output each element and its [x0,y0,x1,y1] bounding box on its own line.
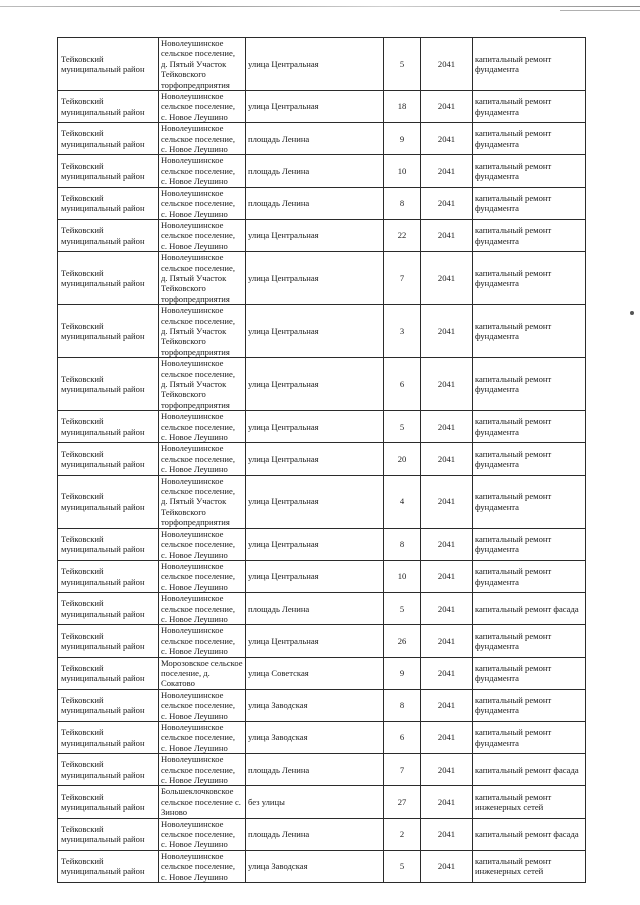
table-body [58,38,586,883]
cell-house-number: 5 [384,411,421,443]
housing-repair-table [57,37,586,883]
cell-year: 2041 [421,593,473,625]
cell-house-number: 7 [384,252,421,305]
cell-street: улица Центральная [246,305,384,358]
cell-house-number: 10 [384,560,421,592]
cell-district: Тейковский муниципальный район [58,123,159,155]
cell-street: улица Заводская [246,722,384,754]
cell-settlement: Новолеушинское сельское поселение, с. Новое Леушино [159,528,246,560]
table-row [58,528,586,560]
cell-street: площадь Ленина [246,818,384,850]
cell-district: Тейковский муниципальный район [58,443,159,475]
cell-year: 2041 [421,155,473,187]
scan-speck [630,311,634,315]
cell-district: Тейковский муниципальный район [58,625,159,657]
cell-street: улица Центральная [246,38,384,91]
cell-district: Тейковский муниципальный район [58,252,159,305]
table-row [58,754,586,786]
cell-year: 2041 [421,722,473,754]
cell-year: 2041 [421,560,473,592]
cell-work-type: капитальный ремонт фундамента [473,560,586,592]
cell-house-number: 5 [384,593,421,625]
cell-settlement: Новолеушинское сельское поселение, с. Новое Леушино [159,187,246,219]
cell-district: Тейковский муниципальный район [58,475,159,528]
cell-street: улица Центральная [246,625,384,657]
cell-district: Тейковский муниципальный район [58,91,159,123]
cell-year: 2041 [421,252,473,305]
cell-work-type: капитальный ремонт фасада [473,818,586,850]
cell-house-number: 8 [384,187,421,219]
cell-settlement: Новолеушинское сельское поселение, с. Новое Леушино [159,818,246,850]
cell-district: Тейковский муниципальный район [58,560,159,592]
cell-settlement: Новолеушинское сельское поселение, с. Новое Леушино [159,443,246,475]
table-row [58,411,586,443]
table-row [58,155,586,187]
cell-street: улица Центральная [246,91,384,123]
cell-work-type: капитальный ремонт фундамента [473,722,586,754]
cell-work-type: капитальный ремонт фасада [473,593,586,625]
table-row [58,786,586,818]
cell-district: Тейковский муниципальный район [58,219,159,251]
cell-house-number: 4 [384,475,421,528]
cell-settlement: Новолеушинское сельское поселение, с. Новое Леушино [159,560,246,592]
table-row [58,91,586,123]
cell-work-type: капитальный ремонт фундамента [473,657,586,689]
cell-street: улица Центральная [246,528,384,560]
cell-work-type: капитальный ремонт фундамента [473,689,586,721]
cell-street: улица Центральная [246,358,384,411]
cell-district: Тейковский муниципальный район [58,187,159,219]
table-row [58,818,586,850]
table-row [58,722,586,754]
cell-year: 2041 [421,657,473,689]
cell-street: улица Заводская [246,689,384,721]
cell-year: 2041 [421,786,473,818]
cell-work-type: капитальный ремонт фундамента [473,528,586,560]
cell-street: улица Советская [246,657,384,689]
cell-work-type: капитальный ремонт фундамента [473,155,586,187]
cell-year: 2041 [421,38,473,91]
cell-settlement: Новолеушинское сельское поселение, с. Новое Леушино [159,689,246,721]
table-row [58,252,586,305]
cell-street: улица Заводская [246,850,384,882]
cell-district: Тейковский муниципальный район [58,786,159,818]
cell-year: 2041 [421,850,473,882]
cell-year: 2041 [421,528,473,560]
cell-work-type: капитальный ремонт фундамента [473,443,586,475]
cell-year: 2041 [421,91,473,123]
cell-work-type: капитальный ремонт фундамента [473,475,586,528]
cell-settlement: Новолеушинское сельское поселение, с. Новое Леушино [159,91,246,123]
cell-year: 2041 [421,443,473,475]
cell-street: площадь Ленина [246,123,384,155]
cell-district: Тейковский муниципальный район [58,358,159,411]
table-row [58,593,586,625]
cell-work-type: капитальный ремонт фундамента [473,252,586,305]
cell-settlement: Новолеушинское сельское поселение, д. Пятый Участок Тейковского торфопредприятия [159,38,246,91]
cell-house-number: 3 [384,305,421,358]
cell-house-number: 8 [384,528,421,560]
cell-district: Тейковский муниципальный район [58,155,159,187]
table-row [58,657,586,689]
cell-year: 2041 [421,818,473,850]
cell-year: 2041 [421,305,473,358]
table-row [58,443,586,475]
cell-district: Тейковский муниципальный район [58,411,159,443]
cell-settlement: Новолеушинское сельское поселение, д. Пятый Участок Тейковского торфопредприятия [159,475,246,528]
table-row [58,305,586,358]
cell-house-number: 26 [384,625,421,657]
table-row [58,187,586,219]
cell-year: 2041 [421,219,473,251]
cell-work-type: капитальный ремонт фундамента [473,305,586,358]
cell-year: 2041 [421,358,473,411]
table-row [58,850,586,882]
cell-street: улица Центральная [246,443,384,475]
table-row [58,358,586,411]
cell-settlement: Новолеушинское сельское поселение, д. Пятый Участок Тейковского торфопредприятия [159,252,246,305]
table-row [58,689,586,721]
cell-street: улица Центральная [246,252,384,305]
cell-work-type: капитальный ремонт фундамента [473,625,586,657]
cell-year: 2041 [421,411,473,443]
cell-house-number: 18 [384,91,421,123]
cell-house-number: 7 [384,754,421,786]
cell-work-type: капитальный ремонт фундамента [473,38,586,91]
cell-district: Тейковский муниципальный район [58,754,159,786]
cell-district: Тейковский муниципальный район [58,38,159,91]
table-row [58,475,586,528]
cell-settlement: Новолеушинское сельское поселение, с. Новое Леушино [159,219,246,251]
cell-street: площадь Ленина [246,155,384,187]
cell-house-number: 6 [384,358,421,411]
cell-settlement: Новолеушинское сельское поселение, с. Новое Леушино [159,754,246,786]
cell-house-number: 9 [384,123,421,155]
cell-settlement: Новолеушинское сельское поселение, с. Новое Леушино [159,155,246,187]
cell-work-type: капитальный ремонт инженерных сетей [473,786,586,818]
cell-year: 2041 [421,123,473,155]
table-row [58,560,586,592]
cell-street: улица Центральная [246,560,384,592]
cell-year: 2041 [421,475,473,528]
cell-work-type: капитальный ремонт фундамента [473,187,586,219]
cell-work-type: капитальный ремонт фундамента [473,411,586,443]
cell-settlement: Новолеушинское сельское поселение, с. Новое Леушино [159,123,246,155]
cell-year: 2041 [421,625,473,657]
cell-house-number: 6 [384,722,421,754]
cell-house-number: 22 [384,219,421,251]
cell-house-number: 5 [384,850,421,882]
cell-work-type: капитальный ремонт фундамента [473,123,586,155]
cell-street: улица Центральная [246,411,384,443]
cell-settlement: Новолеушинское сельское поселение, с. Новое Леушино [159,850,246,882]
cell-house-number: 5 [384,38,421,91]
cell-settlement: Большеклочковское сельское поселение с. Зиново [159,786,246,818]
table-row [58,38,586,91]
cell-settlement: Новолеушинское сельское поселение, д. Пятый Участок Тейковского торфопредприятия [159,305,246,358]
cell-street: без улицы [246,786,384,818]
cell-house-number: 9 [384,657,421,689]
cell-district: Тейковский муниципальный район [58,305,159,358]
cell-district: Тейковский муниципальный район [58,528,159,560]
table-row [58,625,586,657]
cell-year: 2041 [421,754,473,786]
cell-house-number: 20 [384,443,421,475]
cell-work-type: капитальный ремонт фундамента [473,219,586,251]
cell-street: площадь Ленина [246,754,384,786]
table-row [58,123,586,155]
scan-edge-line [560,10,640,11]
cell-district: Тейковский муниципальный район [58,689,159,721]
cell-house-number: 2 [384,818,421,850]
table-row [58,219,586,251]
cell-year: 2041 [421,689,473,721]
cell-settlement: Новолеушинское сельское поселение, с. Новое Леушино [159,411,246,443]
cell-settlement: Новолеушинское сельское поселение, с. Новое Леушино [159,593,246,625]
cell-settlement: Новолеушинское сельское поселение, с. Новое Леушино [159,625,246,657]
cell-settlement: Новолеушинское сельское поселение, д. Пятый Участок Тейковского торфопредприятия [159,358,246,411]
cell-street: площадь Ленина [246,593,384,625]
cell-district: Тейковский муниципальный район [58,818,159,850]
cell-house-number: 10 [384,155,421,187]
cell-district: Тейковский муниципальный район [58,722,159,754]
cell-work-type: капитальный ремонт фундамента [473,358,586,411]
cell-street: улица Центральная [246,219,384,251]
cell-work-type: капитальный ремонт инженерных сетей [473,850,586,882]
cell-street: площадь Ленина [246,187,384,219]
cell-year: 2041 [421,187,473,219]
cell-street: улица Центральная [246,475,384,528]
cell-district: Тейковский муниципальный район [58,850,159,882]
cell-district: Тейковский муниципальный район [58,593,159,625]
cell-settlement: Морозовское сельское поселение, д. Сокатово [159,657,246,689]
cell-work-type: капитальный ремонт фасада [473,754,586,786]
cell-house-number: 8 [384,689,421,721]
cell-settlement: Новолеушинское сельское поселение, с. Новое Леушино [159,722,246,754]
cell-work-type: капитальный ремонт фундамента [473,91,586,123]
cell-district: Тейковский муниципальный район [58,657,159,689]
cell-house-number: 27 [384,786,421,818]
scan-edge-line [0,6,640,7]
